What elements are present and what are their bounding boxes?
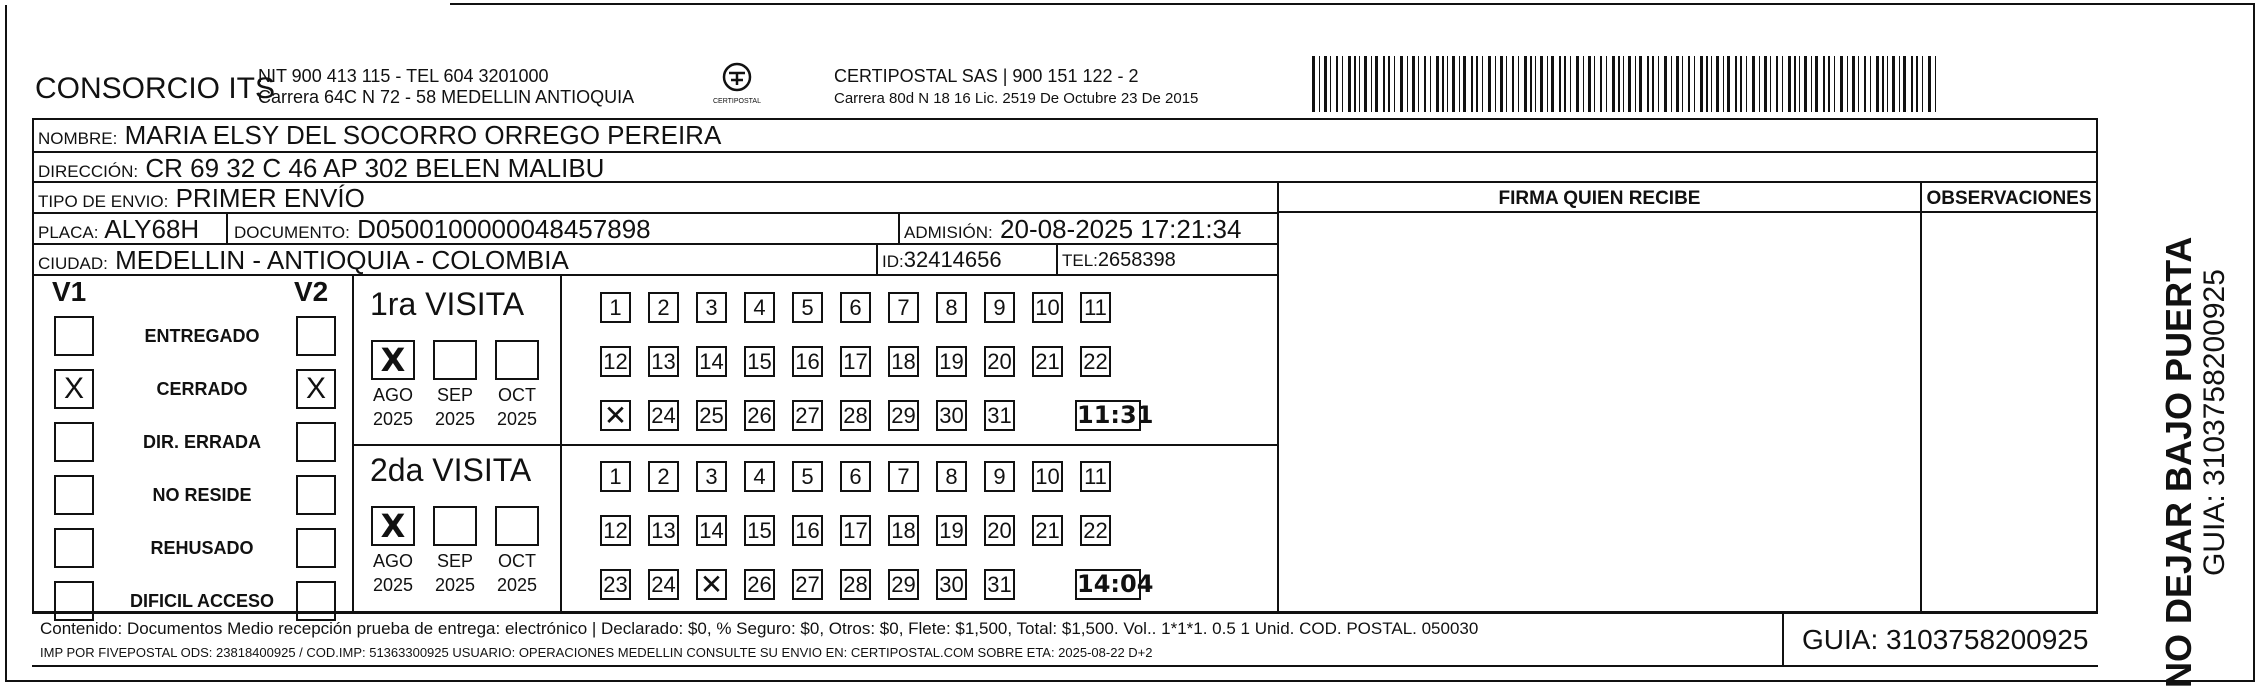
- day-box[interactable]: 27: [792, 569, 823, 600]
- placa-field: [38, 214, 199, 248]
- row-tipo: [34, 183, 1277, 214]
- month-year: 2025: [372, 575, 414, 595]
- barcode-bar: [1903, 56, 1906, 112]
- month-year: 2025: [372, 409, 414, 429]
- status-v2-checkbox[interactable]: [296, 528, 336, 568]
- status-v1-checkbox[interactable]: [54, 316, 94, 356]
- month-name: AGO: [372, 551, 413, 571]
- barcode-bar: [1424, 56, 1426, 112]
- barcode-bar: [1459, 56, 1460, 112]
- month-name: SEP: [436, 385, 474, 405]
- day-box[interactable]: 17: [840, 515, 871, 546]
- barcode-bar: [1463, 56, 1466, 112]
- barcode-bar: [1770, 56, 1771, 112]
- barcode-bar: [1540, 56, 1543, 112]
- placa-label: PLACA:: [38, 223, 99, 242]
- barcode-bar: [1727, 56, 1730, 112]
- day-box[interactable]: 2: [648, 292, 679, 323]
- barcode-bar: [1452, 56, 1455, 112]
- divider: [898, 214, 900, 243]
- barcode-bar: [1400, 56, 1403, 112]
- barcode-bar: [1319, 56, 1320, 112]
- barcode-bar: [1330, 56, 1331, 112]
- barcode-bar: [1671, 56, 1672, 112]
- footer-line2: IMP POR FIVEPOSTAL ODS: 23818400925 / COD.IMP: 51363300925 USUARIO: OPERACIONES MEDELLIN CONSULTE SU ENVIO EN: CERTIPOSTAL.COM SOBRE ETA: 2025-08-22 D+2: [40, 645, 1153, 660]
- barcode-bar: [1512, 56, 1514, 112]
- divider: [226, 214, 228, 243]
- status-v1-checkbox[interactable]: [54, 581, 94, 621]
- day-box[interactable]: 16: [792, 346, 823, 377]
- barcode-bar: [1911, 56, 1913, 112]
- barcode-bar: [1694, 56, 1695, 112]
- day-box[interactable]: 4: [744, 461, 775, 492]
- barcode-bar: [1312, 56, 1315, 112]
- barcode-bar: [1652, 56, 1654, 112]
- barcode-bar: [1688, 56, 1690, 112]
- day-box[interactable]: 20: [984, 346, 1015, 377]
- day-box[interactable]: ✕: [696, 569, 727, 600]
- nombre-label: NOMBRE:: [38, 129, 118, 148]
- barcode-bar: [1348, 56, 1351, 112]
- day-box[interactable]: 23: [600, 569, 631, 600]
- barcode-bar: [1776, 56, 1778, 112]
- barcode-bar: [1354, 56, 1356, 112]
- id-value: 32414656: [903, 247, 1002, 272]
- barcode-bar: [1530, 56, 1532, 112]
- barcode-bar: [1834, 56, 1835, 112]
- day-box[interactable]: 10: [1032, 461, 1063, 492]
- status-option-label: ENTREGADO: [144, 326, 260, 346]
- day-box[interactable]: 25: [696, 400, 727, 431]
- nombre-value: MARIA ELSY DEL SOCORRO ORREGO PEREIRA: [124, 120, 722, 150]
- firma-column-border: [1277, 183, 1279, 611]
- placa-value: ALY68H: [104, 214, 200, 244]
- ciudad-label: CIUDAD:: [38, 254, 108, 273]
- month-checkbox[interactable]: [495, 506, 539, 546]
- id-label: ID:: [882, 252, 904, 271]
- status-v1-checkbox[interactable]: [54, 475, 94, 515]
- visit2-title: 2da VISITA: [370, 452, 532, 488]
- barcode-bar: [1430, 56, 1431, 112]
- day-box[interactable]: 8: [936, 292, 967, 323]
- barcode-bar: [1436, 56, 1439, 112]
- day-box[interactable]: 19: [936, 346, 967, 377]
- barcode-bar: [1892, 56, 1895, 112]
- day-box[interactable]: 18: [888, 515, 919, 546]
- status-v2-checkbox[interactable]: [296, 422, 336, 462]
- barcode-bar: [1518, 56, 1519, 112]
- barcode-bar: [1639, 56, 1642, 112]
- day-box[interactable]: 13: [648, 346, 679, 377]
- barcode-bar: [1606, 56, 1607, 112]
- barcode-bar: [1746, 56, 1747, 112]
- top-edge: [450, 3, 2255, 5]
- month-name: OCT: [498, 551, 536, 571]
- month-name: OCT: [498, 385, 536, 405]
- day-box[interactable]: 1: [600, 461, 631, 492]
- barcode-bar: [1647, 56, 1649, 112]
- day-box[interactable]: 15: [744, 346, 775, 377]
- barcode-bar: [1815, 56, 1818, 112]
- day-box[interactable]: 6: [840, 292, 871, 323]
- barcode-bar: [1899, 56, 1900, 112]
- day-box[interactable]: 13: [648, 515, 679, 546]
- barcode-bar: [1852, 56, 1855, 112]
- certipostal-logo: [712, 60, 762, 106]
- barcode-bar: [1887, 56, 1888, 112]
- barcode-bar: [1799, 56, 1800, 112]
- barcode-bar: [1576, 56, 1579, 112]
- direccion-value: CR 69 32 C 46 AP 302 BELEN MALIBU: [145, 153, 605, 183]
- month-year: 2025: [496, 409, 538, 429]
- barcode-bar: [1495, 56, 1496, 112]
- day-box[interactable]: 15: [744, 515, 775, 546]
- row-nombre: [34, 120, 2096, 153]
- status-option-label: NO RESIDE: [152, 485, 252, 505]
- day-box[interactable]: 7: [888, 292, 919, 323]
- barcode-bar: [1759, 56, 1760, 112]
- footer-guia-box-border: [1782, 611, 1784, 667]
- documento-field: [234, 214, 651, 248]
- day-box[interactable]: 2: [648, 461, 679, 492]
- day-box[interactable]: 14: [696, 346, 727, 377]
- month-checkbox[interactable]: X: [371, 506, 415, 546]
- company-nit: NIT 900 413 115 - TEL 604 3201000: [258, 66, 549, 86]
- barcode-bar: [1628, 56, 1631, 112]
- status-v1-checkbox[interactable]: X: [54, 369, 94, 409]
- visit1-title: 1ra VISITA: [370, 286, 525, 322]
- barcode-bar: [1876, 56, 1879, 112]
- day-box[interactable]: 26: [744, 569, 775, 600]
- tipo-value: PRIMER ENVÍO: [175, 183, 365, 213]
- day-box[interactable]: 4: [744, 292, 775, 323]
- barcode-bar: [1506, 56, 1507, 112]
- barcode-bar: [1752, 56, 1755, 112]
- admision-field: [904, 214, 1241, 248]
- day-box[interactable]: 22: [1080, 346, 1111, 377]
- visit-row-divider: [354, 444, 1277, 446]
- day-box[interactable]: 11: [1080, 461, 1111, 492]
- day-box[interactable]: 31: [984, 400, 1015, 431]
- day-box[interactable]: 5: [792, 292, 823, 323]
- barcode-bar: [1623, 56, 1624, 112]
- month-name: SEP: [436, 551, 474, 571]
- barcode-bar: [1476, 56, 1478, 112]
- day-box[interactable]: 21: [1032, 515, 1063, 546]
- barcode-bar: [1500, 56, 1503, 112]
- footer-guia: GUIA: 3103758200925: [1802, 624, 2089, 655]
- day-box[interactable]: 10: [1032, 292, 1063, 323]
- barcode: [1312, 56, 1942, 112]
- barcode-bar: [1547, 56, 1548, 112]
- barcode-bar: [1618, 56, 1620, 112]
- status-option-label: DIFICIL ACCESO: [129, 591, 274, 611]
- day-box[interactable]: 3: [696, 292, 727, 323]
- admision-value: 20-08-2025 17:21:34: [1000, 214, 1242, 244]
- status-v2-checkbox[interactable]: [296, 475, 336, 515]
- barcode-bar: [1524, 56, 1527, 112]
- v2-label: V2: [294, 276, 329, 307]
- month-year: 2025: [434, 575, 476, 595]
- day-box[interactable]: 29: [888, 400, 919, 431]
- footer-line1: Contenido: Documentos Medio recepción prueba de entrega: electrónico | Declarado: $0, % Seguro: $0, Otros: $0, Flete: $1,500, Total: $1,500. Vol.. 1*1*1. 0.5 1 Unid. COD. POSTAL. 050030: [40, 619, 1479, 638]
- barcode-bar: [1447, 56, 1448, 112]
- barcode-bar: [1682, 56, 1683, 112]
- barcode-bar: [1551, 56, 1554, 112]
- tel-label: TEL:: [1062, 251, 1098, 270]
- barcode-bar: [1564, 56, 1566, 112]
- barcode-bar: [1716, 56, 1719, 112]
- day-box[interactable]: 28: [840, 569, 871, 600]
- day-box[interactable]: 11: [1080, 292, 1111, 323]
- barcode-bar: [1388, 56, 1390, 112]
- visit-time[interactable]: 11:31: [1077, 401, 1154, 429]
- barcode-bar: [1928, 56, 1931, 112]
- barcode-bar: [1583, 56, 1584, 112]
- barcode-bar: [1700, 56, 1703, 112]
- month-checkbox[interactable]: X: [371, 340, 415, 380]
- day-box[interactable]: 14: [696, 515, 727, 546]
- barcode-bar: [1442, 56, 1444, 112]
- barcode-bar: [1588, 56, 1591, 112]
- day-box[interactable]: 29: [888, 569, 919, 600]
- documento-label: DOCUMENTO:: [234, 223, 350, 242]
- form-bottom: [32, 665, 2098, 667]
- barcode-bar: [1394, 56, 1395, 112]
- day-box[interactable]: 22: [1080, 515, 1111, 546]
- barcode-bar: [1740, 56, 1742, 112]
- carrier-name: CERTIPOSTAL SAS | 900 151 122 - 2: [834, 66, 1139, 86]
- month-year: 2025: [496, 575, 538, 595]
- barcode-bar: [1418, 56, 1419, 112]
- barcode-bar: [1847, 56, 1848, 112]
- barcode-bar: [1764, 56, 1767, 112]
- barcode-bar: [1336, 56, 1338, 112]
- barcode-bar: [1342, 56, 1343, 112]
- documento-value: D0500100000048457898: [357, 214, 651, 244]
- visit-time[interactable]: 14:04: [1077, 570, 1154, 598]
- barcode-bar: [1858, 56, 1859, 112]
- month-checkbox[interactable]: [433, 506, 477, 546]
- day-box[interactable]: 30: [936, 569, 967, 600]
- day-box[interactable]: 7: [888, 461, 919, 492]
- firma-header: FIRMA QUIEN RECIBE: [1279, 185, 1920, 213]
- row-direccion: [34, 153, 2096, 183]
- barcode-bar: [1723, 56, 1724, 112]
- barcode-bar: [1594, 56, 1595, 112]
- barcode-bar: [1383, 56, 1385, 112]
- day-box[interactable]: 20: [984, 515, 1015, 546]
- barcode-bar: [1788, 56, 1791, 112]
- barcode-bar: [1324, 56, 1327, 112]
- day-box[interactable]: ✕: [600, 400, 631, 431]
- status-v2-checkbox[interactable]: [296, 581, 336, 621]
- barcode-bar: [1600, 56, 1602, 112]
- direccion-label: DIRECCIÓN:: [38, 162, 139, 181]
- barcode-bar: [1706, 56, 1708, 112]
- barcode-bar: [1658, 56, 1659, 112]
- day-box[interactable]: 19: [936, 515, 967, 546]
- barcode-bar: [1823, 56, 1825, 112]
- day-box[interactable]: 16: [792, 515, 823, 546]
- barcode-bar: [1935, 56, 1936, 112]
- day-box[interactable]: 8: [936, 461, 967, 492]
- divider: [876, 245, 878, 274]
- day-box[interactable]: 9: [984, 461, 1015, 492]
- barcode-bar: [1471, 56, 1473, 112]
- day-box[interactable]: 3: [696, 461, 727, 492]
- id-field: [882, 245, 1002, 277]
- status-v1-checkbox[interactable]: [54, 528, 94, 568]
- day-box[interactable]: 24: [648, 400, 679, 431]
- month-year: 2025: [434, 409, 476, 429]
- side-guia: GUIA: 3103758200925: [2198, 269, 2231, 576]
- month-checkbox[interactable]: [433, 340, 477, 380]
- row-ciudad: [34, 245, 1277, 276]
- barcode-bar: [1482, 56, 1483, 112]
- day-box[interactable]: 21: [1032, 346, 1063, 377]
- day-box[interactable]: 18: [888, 346, 919, 377]
- status-option-label: DIR. ERRADA: [142, 432, 261, 452]
- day-box[interactable]: 31: [984, 569, 1015, 600]
- barcode-bar: [1664, 56, 1667, 112]
- tipo-label: TIPO DE ENVIO:: [38, 192, 169, 211]
- day-box[interactable]: 17: [840, 346, 871, 377]
- barcode-bar: [1828, 56, 1830, 112]
- v1-label: V1: [52, 276, 87, 307]
- barcode-bar: [1735, 56, 1737, 112]
- row-placa: [34, 214, 1277, 245]
- tel-value: 2658398: [1097, 249, 1176, 271]
- month-checkbox[interactable]: [495, 340, 539, 380]
- barcode-bar: [1782, 56, 1783, 112]
- barcode-bar: [1359, 56, 1360, 112]
- barcode-bar: [1570, 56, 1571, 112]
- no-dejar-bajo-puerta: NO DEJAR BAJO PUERTA: [2158, 236, 2199, 688]
- svg-text:CERTIPOSTAL: CERTIPOSTAL: [713, 98, 761, 105]
- company-address: Carrera 64C N 72 - 58 MEDELLIN ANTIOQUIA: [258, 87, 635, 107]
- barcode-bar: [1840, 56, 1843, 112]
- barcode-bar: [1882, 56, 1884, 112]
- status-v2-checkbox[interactable]: X: [296, 369, 336, 409]
- barcode-bar: [1364, 56, 1367, 112]
- barcode-bar: [1612, 56, 1615, 112]
- carrier-address: Carrera 80d N 18 16 Lic. 2519 De Octubre 23 De 2015: [834, 90, 1199, 107]
- barcode-bar: [1916, 56, 1918, 112]
- day-box[interactable]: 24: [648, 569, 679, 600]
- status-v1-checkbox[interactable]: [54, 422, 94, 462]
- barcode-bar: [1804, 56, 1807, 112]
- barcode-bar: [1676, 56, 1679, 112]
- status-option-label: CERRADO: [156, 379, 248, 399]
- barcode-bar: [1412, 56, 1415, 112]
- barcode-bar: [1559, 56, 1561, 112]
- observaciones-header: OBSERVACIONES: [1922, 185, 2096, 213]
- obs-column-border: [1920, 183, 1922, 611]
- day-box[interactable]: 28: [840, 400, 871, 431]
- day-box[interactable]: 27: [792, 400, 823, 431]
- barcode-bar: [1870, 56, 1871, 112]
- barcode-bar: [1711, 56, 1712, 112]
- ciudad-field: [38, 245, 569, 279]
- status-v2-checkbox[interactable]: [296, 316, 336, 356]
- day-box[interactable]: 5: [792, 461, 823, 492]
- barcode-bar: [1375, 56, 1378, 112]
- ciudad-value: MEDELLIN - ANTIOQUIA - COLOMBIA: [115, 245, 569, 275]
- barcode-bar: [1488, 56, 1491, 112]
- day-box[interactable]: 1: [600, 292, 631, 323]
- barcode-bar: [1535, 56, 1536, 112]
- barcode-bar: [1811, 56, 1812, 112]
- company-name: CONSORCIO ITS: [35, 72, 276, 105]
- barcode-bar: [1794, 56, 1796, 112]
- day-box[interactable]: 30: [936, 400, 967, 431]
- status-option-label: REHUSADO: [150, 538, 254, 558]
- barcode-bar: [1635, 56, 1636, 112]
- barcode-bar: [1864, 56, 1866, 112]
- day-box[interactable]: 26: [744, 400, 775, 431]
- day-box[interactable]: 12: [600, 515, 631, 546]
- barcode-bar: [1922, 56, 1923, 112]
- footer-divider: [34, 611, 2096, 613]
- barcode-bar: [1371, 56, 1372, 112]
- tel-field: [1062, 245, 1176, 276]
- divider: [1056, 245, 1058, 274]
- day-box[interactable]: 12: [600, 346, 631, 377]
- day-box[interactable]: 9: [984, 292, 1015, 323]
- day-box[interactable]: 6: [840, 461, 871, 492]
- barcode-bar: [1407, 56, 1408, 112]
- month-name: AGO: [372, 385, 413, 405]
- admision-label: ADMISIÓN:: [904, 223, 993, 242]
